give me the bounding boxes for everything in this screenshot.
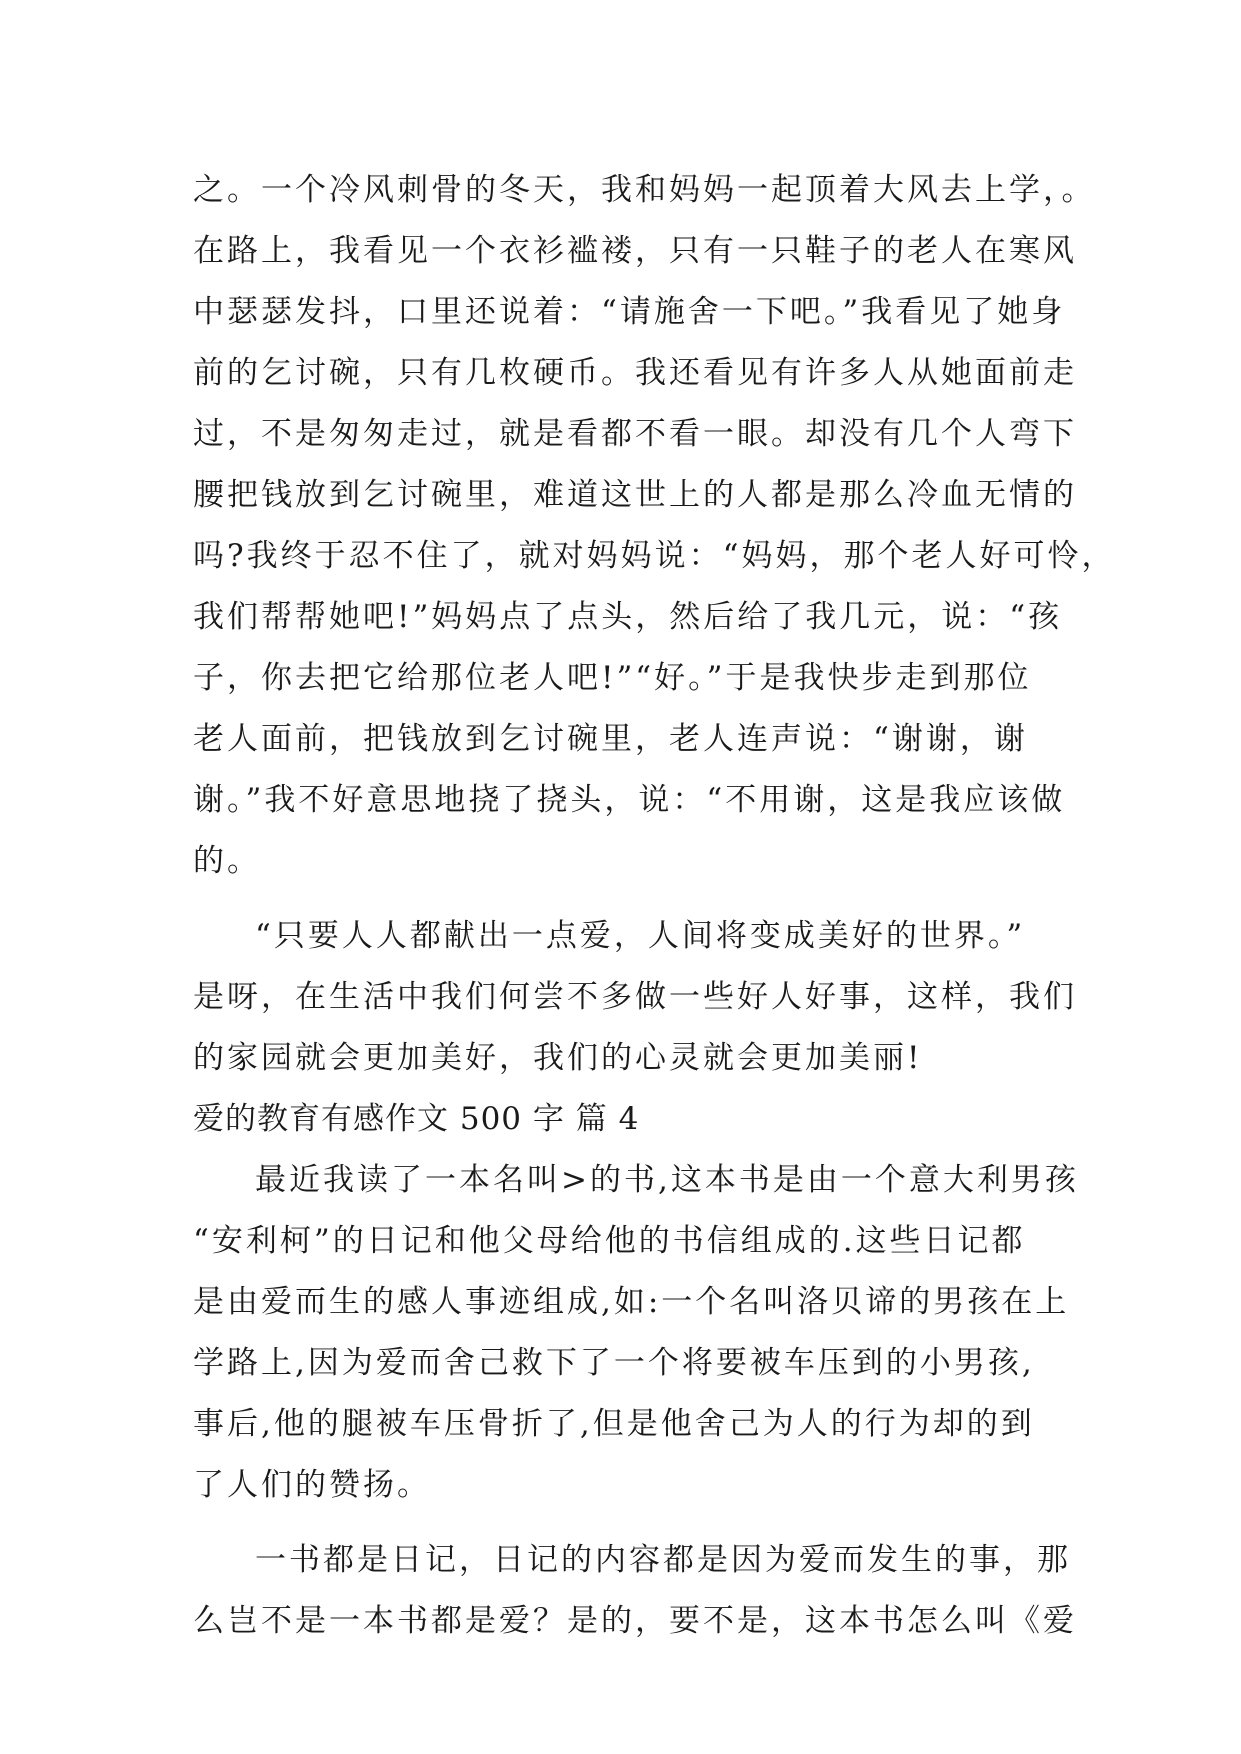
section-heading: 爱的教育有感作文 500 字 篇 4 — [193, 1101, 640, 1137]
paragraph-4 — [193, 1530, 1077, 1652]
text-line: 子，你去把它给那位老人吧!”“好。”于是我快步走到那位 — [193, 660, 1032, 696]
text-line: 在路上，我看见一个衣衫褴褛，只有一只鞋子的老人在寒风 — [193, 233, 1077, 269]
text-line: 一书都是日记，日记的内容都是因为爱而发生的事，那 — [255, 1542, 1071, 1578]
text-line: 过，不是匆匆走过，就是看都不看一眼。却没有几个人弯下 — [193, 416, 1077, 452]
text-line: 最近我读了一本名叫>的书,这本书是由一个意大利男孩 — [255, 1162, 1079, 1198]
text-line: 腰把钱放到乞讨碗里，难道这世上的人都是那么冷血无情的 — [193, 477, 1077, 513]
text-line: 的家园就会更加美好，我们的心灵就会更加美丽! — [193, 1040, 923, 1076]
text-line: 吗?我终于忍不住了，就对妈妈说：“妈妈，那个老人好可怜， — [193, 538, 1116, 574]
text-line: 的。 — [193, 843, 261, 879]
paragraph-2 — [193, 906, 1077, 1089]
text-line: 么岂不是一本书都是爱？是的，要不是，这本书怎么叫《爱 — [193, 1603, 1077, 1639]
text-line: 学路上,因为爱而舍己救下了一个将要被车压到的小男孩, — [193, 1345, 1035, 1381]
paragraph-gap — [193, 1516, 1053, 1530]
text-line: 谢。”我不好意思地挠了挠头，说：“不用谢，这是我应该做 — [193, 782, 1066, 818]
text-line: 之。一个冷风刺骨的冬天，我和妈妈一起顶着大风去上学，。 — [193, 172, 1096, 208]
document-body — [193, 160, 1116, 1652]
text-line: 前的乞讨碗，只有几枚硬币。我还看见有许多人从她面前走 — [193, 355, 1077, 391]
text-line: 老人面前，把钱放到乞讨碗里，老人连声说：“谢谢，谢 — [193, 721, 1028, 757]
text-line: 是由爱而生的感人事迹组成,如:一个名叫洛贝谛的男孩在上 — [193, 1284, 1070, 1320]
text-line: 了人们的赞扬。 — [193, 1467, 431, 1503]
text-line: “只要人人都献出一点爱，人间将变成美好的世界。” — [255, 918, 1026, 954]
paragraph-1 — [193, 160, 1116, 892]
text-line: 事后,他的腿被车压骨折了,但是他舍己为人的行为却的到 — [193, 1406, 1035, 1442]
paragraph-3 — [193, 1150, 1079, 1516]
text-line: 中瑟瑟发抖，口里还说着：“请施舍一下吧。”我看见了她身 — [193, 294, 1066, 330]
paragraph-gap — [193, 892, 1053, 906]
text-line: 我们帮帮她吧!”妈妈点了点头，然后给了我几元，说：“孩 — [193, 599, 1063, 635]
text-line: “安利柯”的日记和他父母给他的书信组成的.这些日记都 — [193, 1223, 1026, 1259]
text-line: 是呀，在生活中我们何尝不多做一些好人好事，这样，我们 — [193, 979, 1077, 1015]
